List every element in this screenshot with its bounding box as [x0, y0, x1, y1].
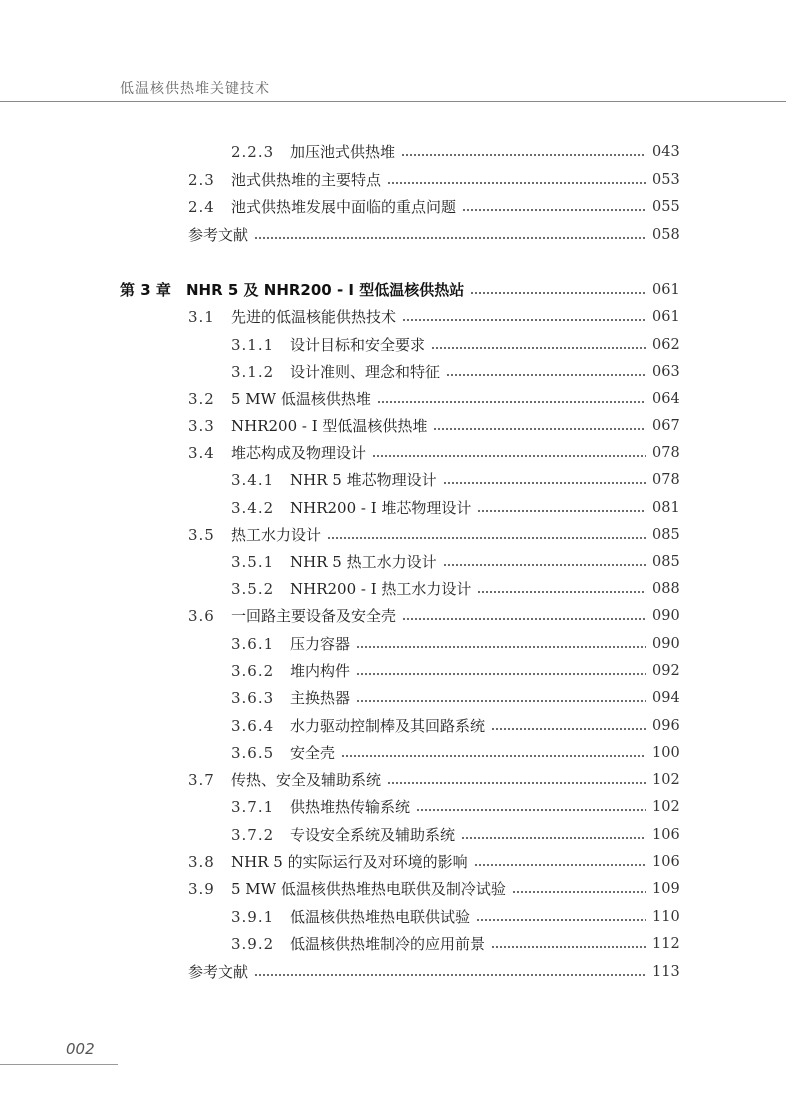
- toc-dot-leader: [491, 714, 646, 738]
- toc-dot-leader: [431, 333, 646, 357]
- toc-entry-row: [0, 468, 800, 492]
- toc-entry-row: [0, 714, 800, 738]
- toc-entry-row: [0, 932, 800, 956]
- toc-section-number: 2.4: [188, 198, 215, 216]
- toc-entry-row: [0, 496, 800, 520]
- toc-section-number: 3.4.1: [231, 471, 275, 489]
- toc-section-number: 3.6.1: [231, 635, 275, 653]
- toc-entry-row: [0, 360, 800, 384]
- toc-entry-title: 池式供热堆发展中面临的重点问题: [231, 198, 457, 216]
- toc-section-number: 3.6.4: [231, 717, 275, 735]
- toc-entry-title: 5 MW 低温核供热堆: [231, 390, 371, 408]
- toc-entry-row: [0, 414, 800, 438]
- toc-entry-row: [0, 604, 800, 628]
- toc-section-number: 3.9.1: [231, 908, 275, 926]
- toc-section-number: 3.4.2: [231, 499, 275, 517]
- toc-page-number: 109: [652, 881, 680, 897]
- toc-section-number: 3.6.2: [231, 662, 275, 680]
- toc-entry-row: [0, 877, 800, 901]
- footer-divider: [0, 1064, 118, 1065]
- toc-section-number: 3.6: [188, 607, 215, 625]
- toc-entry-row: [0, 523, 800, 547]
- toc-entry-row: [0, 387, 800, 411]
- toc-entry-title: 堆内构件: [290, 662, 351, 680]
- toc-section-number: 3.1.2: [231, 363, 275, 381]
- toc-entry-row: [0, 168, 800, 192]
- toc-page-number: 081: [652, 500, 680, 516]
- toc-dot-leader: [476, 905, 646, 929]
- toc-entry-row: [0, 741, 800, 765]
- toc-dot-leader: [433, 414, 646, 438]
- toc-dot-leader: [387, 168, 646, 192]
- toc-section-number: 3.6.5: [231, 744, 275, 762]
- toc-page-number: 053: [652, 172, 680, 188]
- toc-section-number: 3.3: [188, 417, 215, 435]
- running-header: 低温核供热堆关键技术: [120, 81, 270, 97]
- toc-entry-title: 传热、安全及辅助系统: [231, 771, 382, 789]
- toc-entry-row: [0, 632, 800, 656]
- toc-entry-title: 热工水力设计: [231, 526, 322, 544]
- toc-dot-leader: [443, 468, 646, 492]
- toc-dot-leader: [402, 604, 646, 628]
- toc-page-number: 102: [652, 799, 680, 815]
- toc-entry-title: NHR 5 的实际运行及对环境的影响: [231, 853, 468, 871]
- toc-section-number: 2.2.3: [231, 143, 275, 161]
- toc-entry-title: 低温核供热堆制冷的应用前景: [290, 935, 486, 953]
- toc-entry-row: [0, 768, 800, 792]
- toc-entry-row: [0, 441, 800, 465]
- toc-section-number: 3.4: [188, 444, 215, 462]
- toc-dot-leader: [254, 223, 646, 247]
- toc-entry-title: 供热堆热传输系统: [290, 798, 411, 816]
- toc-entry-title: 专设安全系统及辅助系统: [290, 826, 456, 844]
- toc-entry-title: 水力驱动控制棒及其回路系统: [290, 717, 486, 735]
- toc-page-number: 106: [652, 827, 680, 843]
- toc-entry-row: [0, 577, 800, 601]
- toc-entry-row: [0, 686, 800, 710]
- toc-section-number: 3.2: [188, 390, 215, 408]
- toc-page-number: 063: [652, 364, 680, 380]
- toc-dot-leader: [416, 795, 646, 819]
- toc-dot-leader: [462, 195, 646, 219]
- toc-entry-title: 一回路主要设备及安全壳: [231, 607, 397, 625]
- toc-chapter-number: 第 3 章: [120, 281, 171, 299]
- toc-entry-title: 加压池式供热堆: [290, 143, 396, 161]
- toc-entry-title: NHR 5 热工水力设计: [290, 553, 437, 571]
- toc-page-number: 100: [652, 745, 680, 761]
- toc-entry-title: 设计准则、理念和特征: [290, 363, 441, 381]
- toc-page-number: 064: [652, 391, 680, 407]
- toc-entry-row: [0, 195, 800, 219]
- toc-page-number: 113: [652, 964, 680, 980]
- toc-page-number: 058: [652, 227, 680, 243]
- toc-entry-title: 压力容器: [290, 635, 351, 653]
- toc-entry-title: 参考文献: [188, 963, 249, 981]
- toc-entry-title: 低温核供热堆热电联供试验: [290, 908, 471, 926]
- toc-dot-leader: [470, 278, 646, 302]
- toc-entry-title: 安全壳: [290, 744, 336, 762]
- page-number: 002: [66, 1040, 95, 1058]
- toc-entry-row: [0, 550, 800, 574]
- toc-dot-leader: [512, 877, 646, 901]
- toc-section-number: 3.5.1: [231, 553, 275, 571]
- toc-section-number: 3.9.2: [231, 935, 275, 953]
- toc-dot-leader: [446, 360, 646, 384]
- toc-entry-row: [0, 140, 800, 164]
- toc-section-number: 2.3: [188, 171, 215, 189]
- toc-page-number: 092: [652, 663, 680, 679]
- toc-entry-row: [0, 850, 800, 874]
- toc-dot-leader: [477, 496, 646, 520]
- toc-dot-leader: [402, 305, 646, 329]
- toc-section-number: 3.5: [188, 526, 215, 544]
- toc-page-number: 094: [652, 690, 680, 706]
- toc-page-number: 085: [652, 554, 680, 570]
- toc-dot-leader: [474, 850, 646, 874]
- toc-dot-leader: [356, 632, 646, 656]
- toc-entry-title: 池式供热堆的主要特点: [231, 171, 382, 189]
- toc-dot-leader: [443, 550, 646, 574]
- toc-dot-leader: [387, 768, 646, 792]
- toc-page-number: 085: [652, 527, 680, 543]
- toc-entry-row: [0, 659, 800, 683]
- toc-section-number: 3.1.1: [231, 336, 275, 354]
- toc-entry-title: 堆芯构成及物理设计: [231, 444, 367, 462]
- toc-page-number: 062: [652, 337, 680, 353]
- toc-section-number: 3.5.2: [231, 580, 275, 598]
- toc-entry-title: 设计目标和安全要求: [290, 336, 426, 354]
- toc-page-number: 061: [652, 282, 680, 298]
- toc-page-number: 043: [652, 144, 680, 160]
- toc-page-number: 055: [652, 199, 680, 215]
- toc-page-number: 078: [652, 445, 680, 461]
- toc-references-row: [0, 223, 800, 247]
- toc-entry-title: NHR200 - Ⅰ 型低温核供热堆: [231, 417, 428, 435]
- toc-dot-leader: [356, 686, 646, 710]
- toc-dot-leader: [356, 659, 646, 683]
- toc-dot-leader: [341, 741, 646, 765]
- toc-dot-leader: [491, 932, 646, 956]
- toc-section-number: 3.9: [188, 880, 215, 898]
- toc-page-number: 090: [652, 636, 680, 652]
- toc-entry-row: [0, 905, 800, 929]
- toc-entry-row: [0, 823, 800, 847]
- toc-page-number: 067: [652, 418, 680, 434]
- toc-entry-title: 主换热器: [290, 689, 351, 707]
- toc-section-number: 3.7.2: [231, 826, 275, 844]
- toc-dot-leader: [327, 523, 646, 547]
- toc-section-number: 3.1: [188, 308, 215, 326]
- toc-section-number: 3.7: [188, 771, 215, 789]
- toc-entry-row: [0, 305, 800, 329]
- toc-page-number: 112: [652, 936, 680, 952]
- toc-entry-title: NHR200 - Ⅰ 堆芯物理设计: [290, 499, 472, 517]
- toc-dot-leader: [377, 387, 646, 411]
- toc-page-number: 090: [652, 608, 680, 624]
- toc-page-number: 061: [652, 309, 680, 325]
- toc-dot-leader: [461, 823, 646, 847]
- toc-entry-title: NHR 5 及 NHR200 - Ⅰ 型低温核供热站: [186, 281, 465, 299]
- toc-page-number: 110: [652, 909, 680, 925]
- toc-chapter-row: [0, 278, 800, 302]
- toc-entry-title: 先进的低温核能供热技术: [231, 308, 397, 326]
- toc-page-number: 102: [652, 772, 680, 788]
- toc-dot-leader: [477, 577, 646, 601]
- toc-page-number: 096: [652, 718, 680, 734]
- toc-dot-leader: [372, 441, 646, 465]
- toc-section-number: 3.6.3: [231, 689, 275, 707]
- toc-dot-leader: [254, 960, 646, 984]
- toc-section-number: 3.7.1: [231, 798, 275, 816]
- toc-entry-title: NHR 5 堆芯物理设计: [290, 471, 437, 489]
- toc-entry-row: [0, 333, 800, 357]
- toc-entry-title: NHR200 - Ⅰ 热工水力设计: [290, 580, 472, 598]
- toc-references-row: [0, 960, 800, 984]
- toc-entry-title: 参考文献: [188, 226, 249, 244]
- toc-entry-row: [0, 795, 800, 819]
- toc-section-number: 3.8: [188, 853, 215, 871]
- toc-page-number: 078: [652, 472, 680, 488]
- toc-page-number: 088: [652, 581, 680, 597]
- toc-entry-title: 5 MW 低温核供热堆热电联供及制冷试验: [231, 880, 506, 898]
- toc-page-number: 106: [652, 854, 680, 870]
- toc-dot-leader: [401, 140, 646, 164]
